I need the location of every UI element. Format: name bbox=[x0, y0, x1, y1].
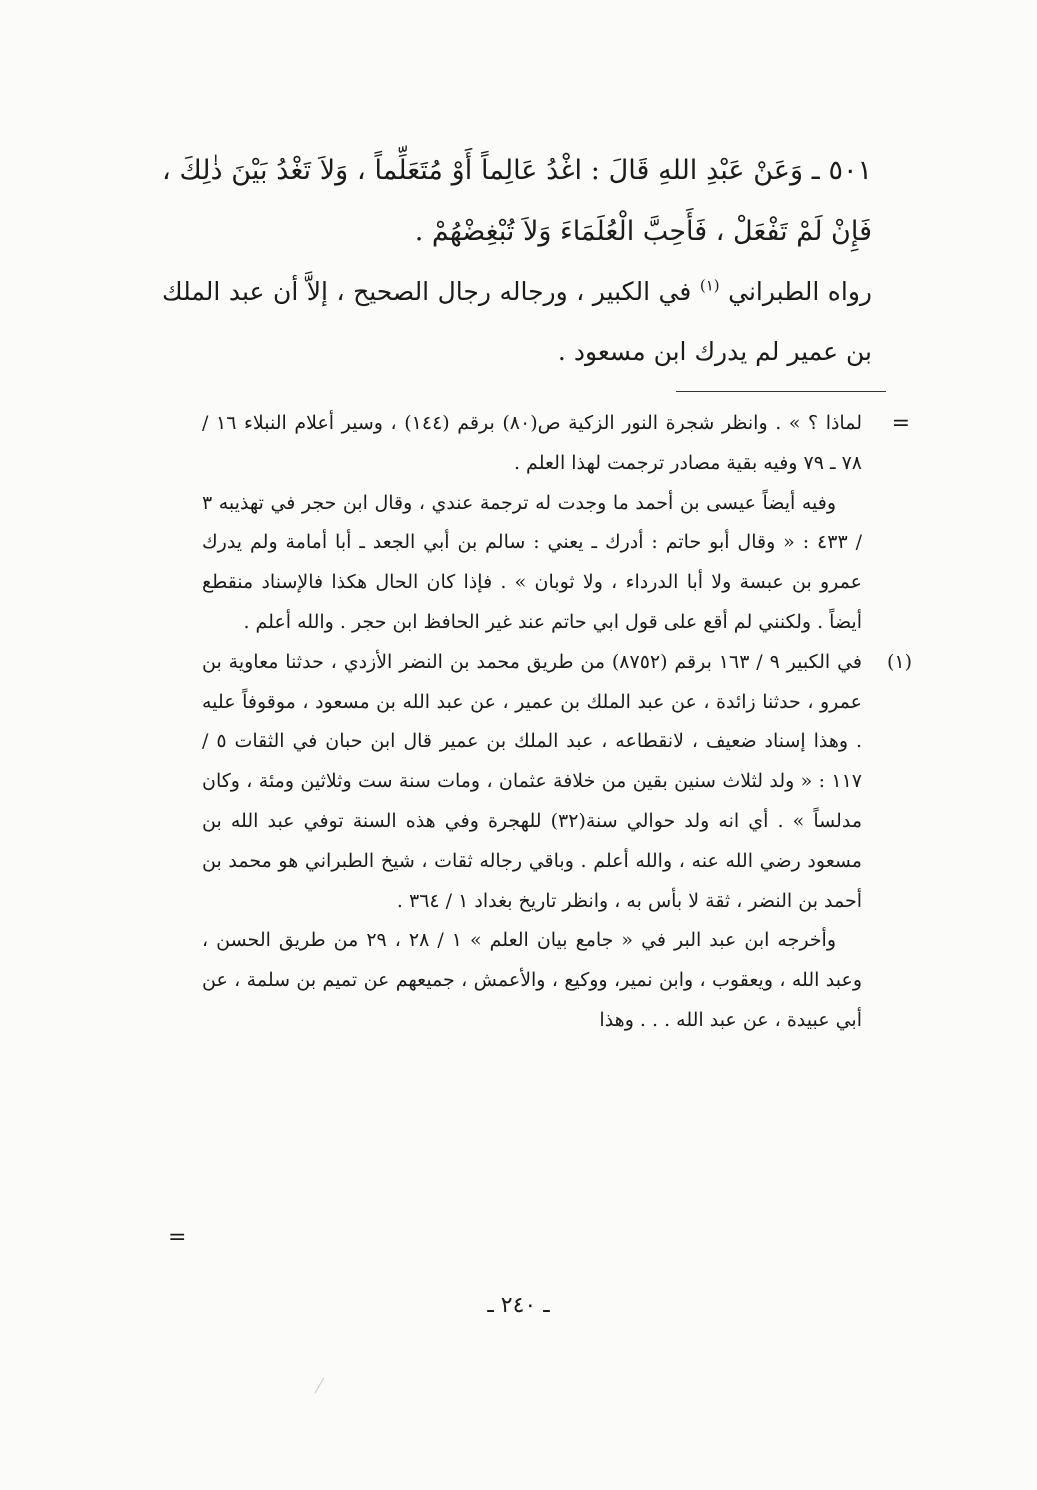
hadith-commentary bbox=[162, 262, 872, 382]
footnote-1-paragraph-2: وأخرجه ابن عبد البر في « جامع بيان العلم » ١ / ٢٨ ، ٢٩ من طريق الحسن ، وعبد الله ، ويعقوب ، وابن نمير، ووكيع ، والأعمش ، جميعهم عن تميم بن سلمة ، عن أبي عبيدة ، عن عبد الله . . . وهذا bbox=[202, 929, 862, 1031]
footnote-1 bbox=[202, 643, 912, 922]
footnote-continued: لماذا ؟ » . وانظر شجرة النور الزكية ص(٨٠) برقم (١٤٤) ، وسير أعلام النبلاء ١٦ / ٧٨ ـ ٧٩ وفيه بقية مصادر ترجمت لهذا العلم . bbox=[202, 412, 862, 474]
commentary-source: رواه الطبراني bbox=[728, 277, 872, 306]
hadith-text: ٥٠١ ـ وَعَنْ عَبْدِ اللهِ قَالَ : اغْدُ عَالِماً أَوْ مُتَعَلِّماً ، وَلاَ تَغْدُ بَيْنَ ذٰلِكَ ، فَإِنْ لَمْ تَفْعَلْ ، فَأَحِبَّ الْعُلَمَاءَ وَلاَ تُبْغِضْهُمْ . bbox=[162, 155, 872, 247]
footnote-1-marker: (١) bbox=[886, 650, 912, 673]
footnote-1-text: في الكبير ٩ / ١٦٣ برقم (٨٧٥٢) من طريق محمد بن النضر الأزدي ، حدثنا معاوية بن عمرو ، حدثنا زائدة ، عن عبد الملك بن عمير ، عن عبد الله بن مسعود ، موقوفاً عليه . وهذا إسناد ضعيف ، لانقطاعه ، عبد الملك بن عمير قال ابن حبان في الثقات ٥ / ١١٧ : « ولد لثلاث سنين بقين من خلافة عثمان ، ومات سنة ست وثلاثين ومئة ، وكان مدلساً » . أي انه ولد حوالي سنة(٣٢) للهجرة وفي هذه السنة توفي عبد الله بن مسعود رضي الله عنه ، والله أعلم . وباقي رجاله ثقات ، شيخ الطبراني هو محمد بن أحمد بن النضر ، ثقة لا بأس به ، وانظر تاريخ بغداد ١ / ٣٦٤ . bbox=[202, 650, 862, 912]
page-number: ـ ٢٤٠ ـ bbox=[487, 1293, 550, 1318]
continuation-mark-top: = bbox=[891, 411, 910, 436]
stray-pen-mark bbox=[315, 1377, 337, 1400]
commentary-text: في الكبير ، ورجاله رجال الصحيح ، إلاَّ أن عبد الملك بن عمير لم يدرك ابن مسعود . bbox=[162, 277, 872, 366]
footnotes-section bbox=[202, 404, 912, 1041]
continuation-mark-bottom: = bbox=[168, 1225, 187, 1250]
main-text-block bbox=[162, 140, 872, 382]
footnote-reference: (١) bbox=[699, 276, 720, 295]
footnote-divider bbox=[676, 391, 886, 392]
footnote-paragraph: وفيه أيضاً عيسى بن أحمد ما وجدت له ترجمة عندي ، وقال ابن حجر في تهذيبه ٣ / ٤٣٣ : « وقال أبو حاتم : أدرك ـ يعني : سالم بن أبي الجعد ـ أبا أمامة ولم يدرك عمرو بن عبسة ولا أبا الدرداء ، ولا ثوبان » . فإذا كان الحال هكذا فالإسناد منقطع أيضاً . ولكنني لم أقع على قول ابي حاتم عند غير الحافظ ابن حجر . والله أعلم . bbox=[202, 491, 862, 633]
